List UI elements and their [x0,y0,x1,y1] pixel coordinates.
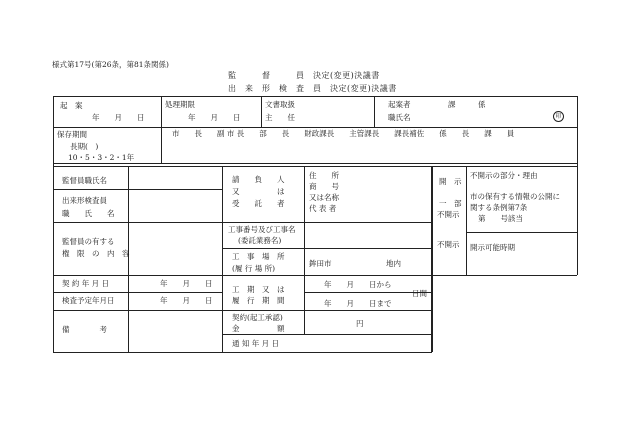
form-number: 様式第17号(第26条，第81条関係) [52,60,169,69]
koki-label-1: 工 期 又 は [232,285,285,294]
dekigata-shokushimei-label: 職 氏 名 [62,209,115,218]
jorei-line-2: 関する条例第7条 [470,203,528,212]
yen-label: 円 [356,319,364,328]
dekigata-kensain-label: 出来形検査員 [62,196,107,205]
shunin-label: 主 任 [265,113,295,122]
daihyosha-label: 代 表 者 [309,204,337,213]
kantokuin-label: 監督員職氏名 [62,176,107,185]
kensa-date-label: 検査予定年月日 [62,296,115,305]
form-title-line2: 出 来 形 検 査 員 決定(変更)決議書 [228,84,397,93]
jorei-line-1: 市の保有する情報の公開に [470,192,560,201]
shogo-label: 商 号 [309,182,339,191]
form-title-line1: 監 督 員 決定(変更)決議書 [228,71,380,80]
keiyaku-kingaku-label-2: 金 額 [232,324,285,333]
kengen-label: 監督員の有する [62,237,115,246]
biko-label: 備 考 [62,325,107,334]
jusho-label: 住 所 [309,171,339,180]
bunsho-toriatsukai-label: 文書取扱 [265,100,295,109]
tsuchi-date-label: 通 知 年 月 日 [232,339,280,348]
koki-to: 年 月 日まで [324,299,392,308]
jorei-line-3: 第 号該当 [478,214,523,223]
ukeoinin-label-3: 受 託 者 [232,199,285,208]
hozon-years: 10・5・3・2・1年 [68,153,135,162]
hikaiji-label: 不開示 [437,240,460,249]
riko-basho-label: (履 行 場 所) [232,264,276,273]
chinai-label: 地内 [386,259,401,268]
shokushimei-label: 職氏名 [388,113,411,122]
ukeoinin-label-2: 又 は [232,187,285,196]
itaku-gyomu-label: (委託業務名) [238,236,282,245]
kensa-date: 年 月 日 [160,296,213,305]
koki-nichikan: 日間 [412,289,427,298]
kengen-naiyo-label: 権 限 の 内 容 [62,249,130,258]
city-name: 鉾田市 [309,259,332,268]
koki-from: 年 月 日から [324,280,392,289]
keiyaku-kingaku-label-1: 契約(起工承認) [232,313,283,322]
approver-roles: 市 長 副 市 長 部 長 財政課長 主管課長 課長補佐 係 長 課 員 [172,129,515,138]
choki-label: 長期( ) [70,142,99,151]
koki-label-2: 履 行 期 間 [232,296,285,305]
kian-label: 起 案 [60,101,83,110]
koji-basho-label: 工 事 場 所 [232,252,285,261]
keiyaku-date: 年 月 日 [160,279,213,288]
kaiji-label: 開 示 [439,177,462,186]
kiansha-label: 起案者 課 係 [388,100,486,109]
hikaiji-reason-label: 不開示の部分・理由 [470,171,538,180]
meisho-label: 又は名称 [309,193,339,202]
shori-kigen-date: 年 月 日 [188,113,241,122]
kian-date: 年 月 日 [92,113,145,122]
kaiji-kano-jiki-label: 開示可能時期 [470,243,515,252]
shori-kigen-label: 処理期限 [165,100,195,109]
koji-bango-label: 工事番号及び工事名 [228,225,296,234]
keiyaku-date-label: 契 約 年 月 日 [62,279,110,288]
hozon-kikan-label: 保存期間 [57,130,87,139]
ichibu-hikaiji-label: 不開示 [437,210,460,219]
ukeoinin-label-1: 請 負 人 [232,175,285,184]
ichibu-label: 一 部 [439,199,462,208]
seal-mark: 印 [553,111,564,122]
